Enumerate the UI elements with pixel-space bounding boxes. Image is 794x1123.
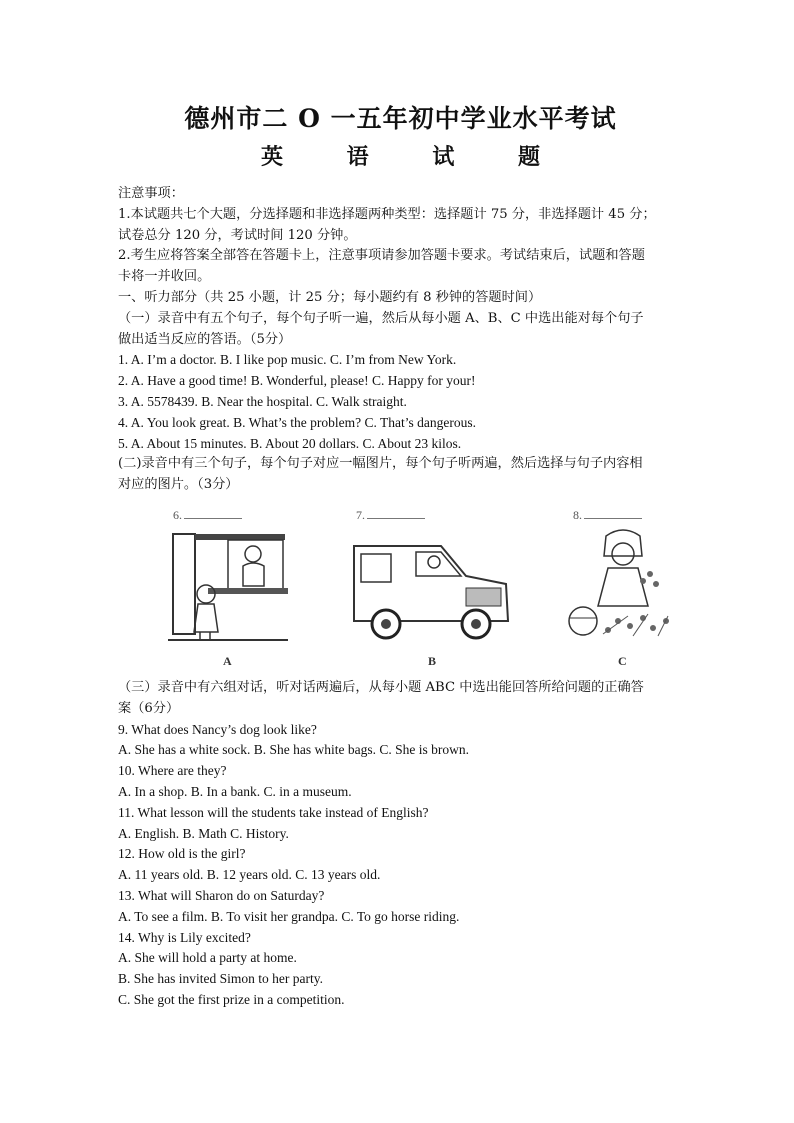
- question-10: 10. Where are they?: [118, 763, 227, 779]
- question-5: 5. A. About 15 minutes. B. About 20 dollars. C. About 23 kilos.: [118, 435, 462, 451]
- picture-options: [118, 504, 683, 674]
- question-3: 3. A. 5578439. B. Near the hospital. C. Walk straight.: [118, 393, 407, 409]
- picture-caption-c: C: [618, 653, 627, 668]
- question-12-options: A. 11 years old. B. 12 years old. C. 13 years old.: [118, 867, 381, 883]
- part-3-instructions-line-2: 案（6分）: [118, 700, 180, 716]
- van-illustration: [346, 526, 516, 646]
- question-13-options: A. To see a film. B. To visit her grandpa. C. To go horse riding.: [118, 908, 460, 924]
- picture-number-7: 7.: [356, 507, 365, 522]
- question-13: 13. What will Sharon do on Saturday?: [118, 887, 325, 903]
- question-14: 14. Why is Lily excited?: [118, 929, 251, 945]
- note-2-line-1: 2.考生应将答案全部答在答题卡上，注意事项请参加答题卡要求。考试结束后，试题和答题: [118, 248, 645, 264]
- note-2-line-2: 卡将一并收回。: [118, 269, 211, 285]
- answer-blank-8: [584, 518, 642, 519]
- note-1-line-2: 试卷总分 120 分，考试时间 120 分钟。: [118, 227, 357, 243]
- question-14-option-c: C. She got the first prize in a competition.: [118, 991, 345, 1007]
- picture-caption-a: A: [223, 653, 232, 668]
- question-10-options: A. In a shop. B. In a bank. C. in a museum.: [118, 783, 352, 799]
- part-1-instructions-line-1: （一）录音中有五个句子，每个句子听一遍，然后从每小题 A、B、C 中选出能对每个句子: [118, 310, 644, 326]
- question-9: 9. What does Nancy’s dog look like?: [118, 721, 317, 737]
- section-listening-heading: 一、听力部分（共 25 小题，计 25 分；每小题约有 8 秒钟的答题时间）: [118, 289, 542, 305]
- exam-subtitle: 英 语 试 题: [261, 144, 568, 170]
- exam-page: [118, 100, 683, 1011]
- note-1-line-1: 1.本试题共七个大题，分选择题和非选择题两种类型：选择题计 75 分，非选择题计 45 分；: [118, 206, 656, 222]
- picture-number-8: 8.: [573, 507, 582, 522]
- notes-heading: 注意事项：: [118, 186, 184, 201]
- ticket-booth-illustration: [168, 524, 293, 644]
- picture-caption-b: B: [428, 653, 437, 668]
- part-3-instructions-line-1: （三）录音中有六组对话，听对话两遍后，从每小题 ABC 中选出能回答所给问题的正确答: [118, 679, 644, 695]
- girl-with-flowers-illustration: [558, 526, 683, 646]
- picture-number-6: 6.: [173, 507, 182, 522]
- question-9-options: A. She has a white sock. B. She has white bags. C. She is brown.: [118, 742, 469, 758]
- question-14-option-b: B. She has invited Simon to her party.: [118, 971, 323, 987]
- question-14-option-a: A. She will hold a party at home.: [118, 950, 297, 966]
- question-11: 11. What lesson will the students take instead of English?: [118, 804, 429, 820]
- question-12: 12. How old is the girl?: [118, 846, 246, 862]
- part-2-instructions-line-2: 对应的图片。（3分）: [118, 477, 239, 493]
- part-2-instructions-line-1: (二)录音中有三个句子，每个句子对应一幅图片，每个句子听两遍，然后选择与句子内容相: [118, 456, 643, 472]
- question-11-options: A. English. B. Math C. History.: [118, 825, 289, 841]
- part-1-instructions-line-2: 做出适当反应的答语。（5分）: [118, 331, 292, 347]
- question-4: 4. A. You look great. B. What’s the problem? C. That’s dangerous.: [118, 414, 476, 430]
- question-2: 2. A. Have a good time! B. Wonderful, please! C. Happy for your!: [118, 373, 476, 389]
- exam-title: 德州市二 O 一五年初中学业水平考试: [184, 104, 617, 133]
- question-1: 1. A. I’m a doctor. B. I like pop music. C. I’m from New York.: [118, 352, 457, 368]
- answer-blank-7: [367, 518, 425, 519]
- answer-blank-6: [184, 518, 242, 519]
